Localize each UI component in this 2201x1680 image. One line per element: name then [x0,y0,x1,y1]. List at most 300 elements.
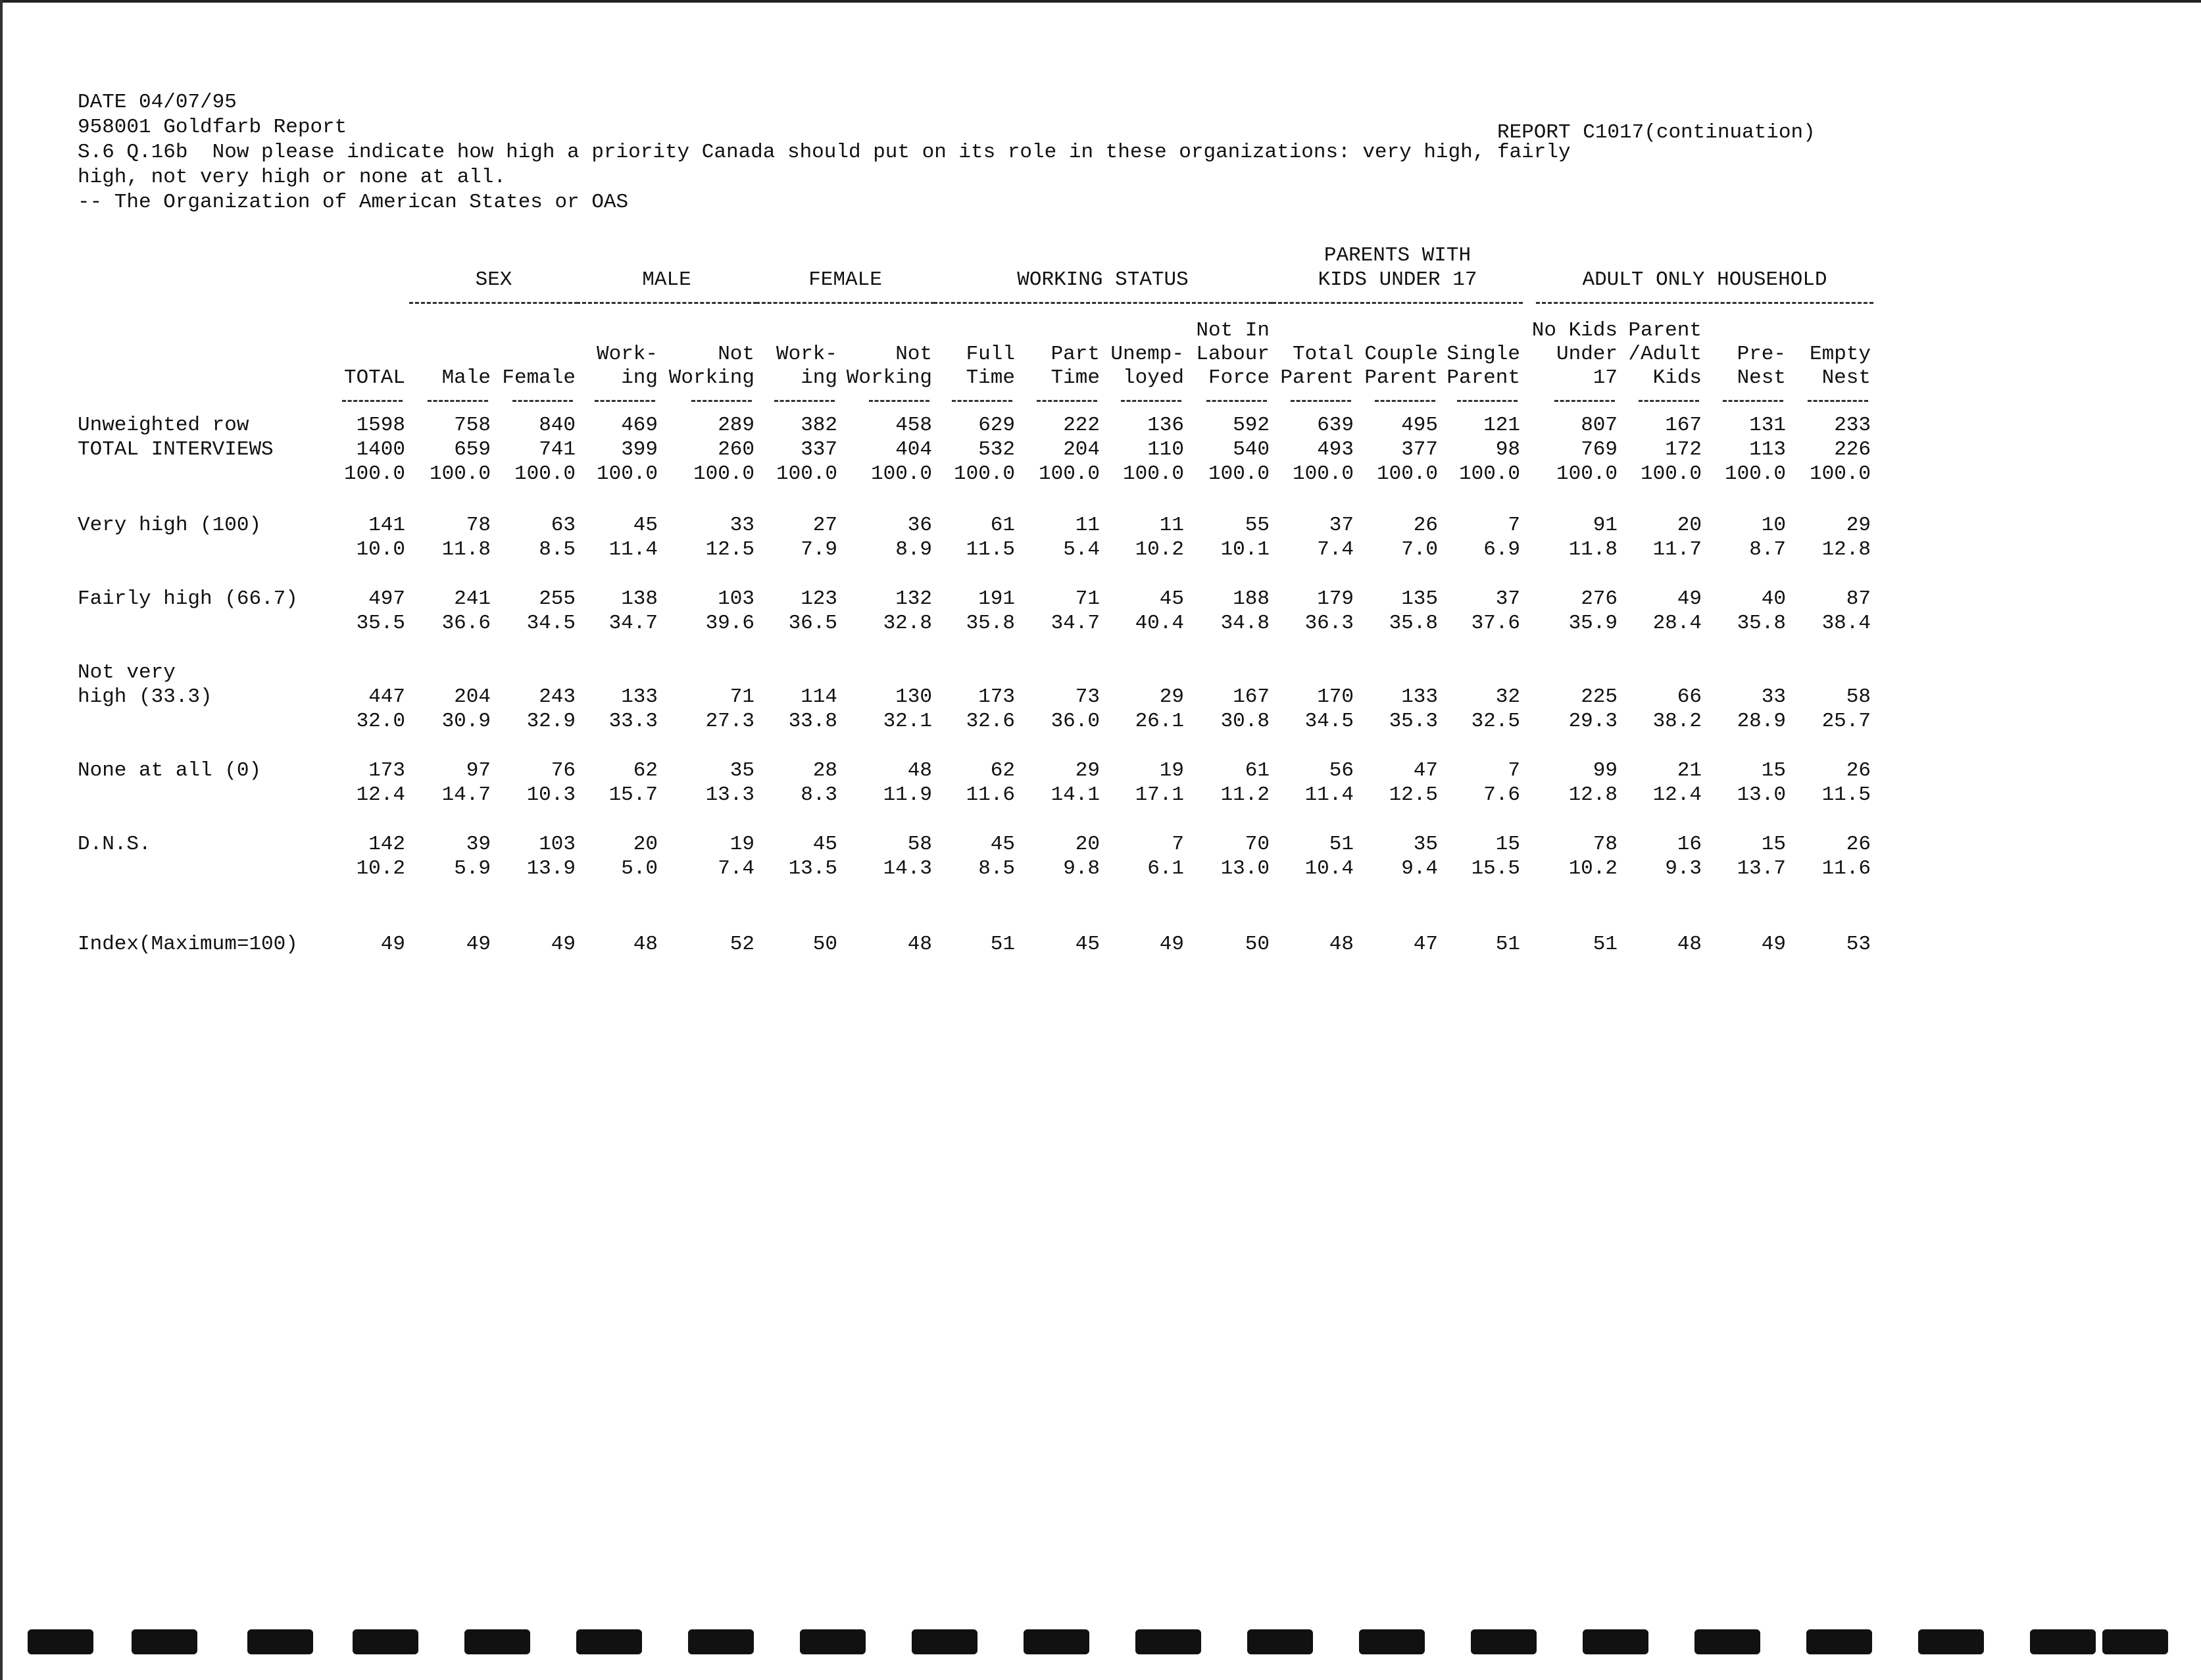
table-cell: 62 [633,759,658,782]
column-underline [1375,400,1435,402]
table-cell: 51 [1593,933,1618,956]
table-cell: 11.8 [441,538,491,561]
column-header-line-1: Not In [1196,319,1270,342]
scan-border-top [0,0,2201,3]
table-cell: 28.4 [1652,612,1702,635]
punch-hole [1918,1629,1984,1654]
column-header: loyed [1122,366,1184,389]
table-cell: 35.8 [1737,612,1786,635]
table-cell: 100.0 [1458,462,1520,485]
table-cell: 20 [633,833,658,856]
group-underline [576,302,757,304]
row-label: high (33.3) [78,685,212,708]
table-cell: 19 [730,833,754,856]
table-cell: 39.6 [705,612,754,635]
table-cell: 13.3 [705,783,754,806]
table-cell: 226 [1834,438,1871,461]
table-cell: 13.0 [1220,857,1270,880]
column-underline [342,400,403,402]
table-cell: 133 [1401,685,1438,708]
group-header: WORKING STATUS [1017,268,1189,291]
table-cell: 34.7 [608,612,658,635]
report-name: 958001 Goldfarb Report [78,116,347,139]
table-cell: 133 [621,685,658,708]
table-cell: 21 [1677,759,1702,782]
punch-hole [247,1629,313,1654]
table-cell: 136 [1147,414,1184,437]
table-cell: 49 [380,933,405,956]
table-cell: 458 [895,414,932,437]
table-cell: 12.4 [1652,783,1702,806]
punch-hole [688,1629,754,1654]
column-header-line-2: Not [895,343,932,366]
table-cell: 35.9 [1568,612,1618,635]
column-underline [1554,400,1615,402]
table-cell: 100.0 [1556,462,1618,485]
table-cell: 100.0 [953,462,1015,485]
table-cell: 204 [454,685,491,708]
table-cell: 142 [368,833,405,856]
table-cell: 71 [1075,587,1100,610]
table-cell: 12.5 [1389,783,1438,806]
table-cell: 225 [1581,685,1618,708]
table-cell: 62 [990,759,1015,782]
table-cell: 55 [1245,514,1270,537]
table-cell: 7.0 [1401,538,1438,561]
table-cell: 45 [990,833,1015,856]
table-cell: 20 [1075,833,1100,856]
table-cell: 141 [368,514,405,537]
column-header-line-2: Part [1051,343,1100,366]
column-header: TOTAL [343,366,405,389]
table-cell: 10.2 [1135,538,1184,561]
table-cell: 35.8 [1389,612,1438,635]
table-cell: 132 [895,587,932,610]
table-cell: 11 [1159,514,1184,537]
row-label-line-2: TOTAL INTERVIEWS [78,438,274,461]
table-cell: 130 [895,685,932,708]
table-cell: 100.0 [776,462,837,485]
column-header-line-1: No Kids [1531,319,1618,342]
table-cell: 35.3 [1389,710,1438,733]
table-cell: 40.4 [1135,612,1184,635]
punch-hole [800,1629,866,1654]
table-cell: 103 [539,833,576,856]
table-cell: 28 [812,759,837,782]
column-underline [1206,400,1267,402]
table-cell: 11.9 [883,783,932,806]
punch-hole [1135,1629,1201,1654]
column-header: Female [502,366,576,389]
punch-hole [464,1629,530,1654]
column-header: Male [441,366,491,389]
table-cell: 10.4 [1304,857,1354,880]
table-cell: 629 [978,414,1015,437]
table-cell: 121 [1483,414,1520,437]
table-cell: 243 [539,685,576,708]
table-cell: 1598 [356,414,405,437]
column-underline [691,400,752,402]
table-cell: 13.9 [526,857,576,880]
column-header: Working [668,366,754,389]
table-cell: 100.0 [693,462,754,485]
table-cell: 123 [801,587,837,610]
table-cell: 204 [1063,438,1100,461]
row-label: Very high (100) [78,514,262,537]
table-cell: 20 [1677,514,1702,537]
table-cell: 100.0 [514,462,576,485]
table-cell: 9.3 [1665,857,1702,880]
table-cell: 9.4 [1401,857,1438,880]
table-cell: 100.0 [870,462,932,485]
table-cell: 233 [1834,414,1871,437]
table-cell: 8.3 [801,783,837,806]
row-label: D.N.S. [78,833,151,856]
table-cell: 61 [990,514,1015,537]
table-cell: 13.0 [1737,783,1786,806]
table-cell: 33.8 [788,710,837,733]
report-id: REPORT C1017(continuation) [1497,121,1816,144]
table-cell: 9.8 [1063,857,1100,880]
column-header-line-2: Not [718,343,754,366]
table-cell: 110 [1147,438,1184,461]
group-header: ADULT ONLY HOUSEHOLD [1582,268,1827,291]
column-underline [1121,400,1181,402]
table-cell: 78 [1593,833,1618,856]
table-cell: 188 [1233,587,1270,610]
table-cell: 447 [368,685,405,708]
table-cell: 40 [1761,587,1786,610]
table-cell: 51 [1495,933,1520,956]
table-cell: 6.1 [1147,857,1184,880]
table-cell: 15 [1495,833,1520,856]
column-header-line-2: /Adult [1628,343,1702,366]
column-header-line-2: Pre- [1737,343,1786,366]
table-cell: 10.0 [356,538,405,561]
table-cell: 35 [1413,833,1438,856]
row-label: Fairly high (66.7) [78,587,298,610]
table-cell: 34.5 [526,612,576,635]
table-cell: 5.4 [1063,538,1100,561]
table-cell: 29 [1159,685,1184,708]
table-cell: 170 [1317,685,1354,708]
punch-hole [1471,1629,1537,1654]
column-underline [774,400,835,402]
punch-hole [1583,1629,1648,1654]
table-cell: 377 [1401,438,1438,461]
table-cell: 26.1 [1135,710,1184,733]
column-header: Parent [1447,366,1520,389]
table-cell: 8.5 [539,538,576,561]
table-cell: 91 [1593,514,1618,537]
table-cell: 138 [621,587,658,610]
table-cell: 48 [633,933,658,956]
table-cell: 48 [1677,933,1702,956]
table-cell: 16 [1677,833,1702,856]
table-cell: 173 [978,685,1015,708]
column-header-line-2: Labour [1196,343,1270,366]
table-cell: 13.7 [1737,857,1786,880]
column-header: Time [1051,366,1100,389]
table-cell: 32.1 [883,710,932,733]
table-cell: 10.3 [526,783,576,806]
table-cell: 11.2 [1220,783,1270,806]
table-cell: 172 [1665,438,1702,461]
table-cell: 35.8 [966,612,1015,635]
table-cell: 255 [539,587,576,610]
group-header-line-2: KIDS UNDER 17 [1318,268,1477,291]
table-cell: 7.4 [1317,538,1354,561]
table-cell: 289 [718,414,754,437]
column-header-line-2: Empty [1809,343,1871,366]
column-underline [1808,400,1868,402]
table-cell: 30.9 [441,710,491,733]
table-cell: 5.0 [621,857,658,880]
table-cell: 12.4 [356,783,405,806]
table-cell: 11.6 [1821,857,1871,880]
table-cell: 36 [907,514,932,537]
table-cell: 337 [801,438,837,461]
table-cell: 34.8 [1220,612,1270,635]
table-cell: 12.5 [705,538,754,561]
punch-hole [28,1629,93,1654]
table-cell: 167 [1233,685,1270,708]
column-header-line-2: Single [1447,343,1520,366]
table-cell: 100.0 [343,462,405,485]
table-cell: 404 [895,438,932,461]
column-header: Working [846,366,932,389]
table-cell: 49 [1159,933,1184,956]
punch-hole [2030,1629,2096,1654]
column-underline [512,400,573,402]
table-cell: 12.8 [1568,783,1618,806]
table-cell: 7 [1508,514,1520,537]
table-cell: 100.0 [1038,462,1100,485]
table-cell: 1400 [356,438,405,461]
column-header: 17 [1593,366,1618,389]
table-cell: 100.0 [1122,462,1184,485]
column-header: Time [966,366,1015,389]
table-cell: 35 [730,759,754,782]
table-cell: 45 [633,514,658,537]
table-cell: 11.6 [966,783,1015,806]
table-cell: 32.9 [526,710,576,733]
table-cell: 36.6 [441,612,491,635]
table-cell: 29.3 [1568,710,1618,733]
table-cell: 15.5 [1471,857,1520,880]
punch-hole [1359,1629,1425,1654]
table-cell: 29 [1846,514,1871,537]
table-cell: 76 [551,759,576,782]
table-cell: 26 [1846,833,1871,856]
table-cell: 10.1 [1220,538,1270,561]
table-cell: 100.0 [429,462,491,485]
table-cell: 51 [990,933,1015,956]
table-cell: 38.2 [1652,710,1702,733]
table-cell: 7.9 [801,538,837,561]
table-cell: 26 [1413,514,1438,537]
table-cell: 11.4 [1304,783,1354,806]
table-cell: 12.8 [1821,538,1871,561]
table-cell: 7 [1508,759,1520,782]
column-header-line-2: Under [1556,343,1618,366]
table-cell: 7.4 [718,857,754,880]
table-cell: 114 [801,685,837,708]
table-cell: 100.0 [1724,462,1786,485]
table-cell: 32.8 [883,612,932,635]
table-cell: 49 [466,933,491,956]
table-cell: 741 [539,438,576,461]
column-underline [1457,400,1518,402]
table-cell: 14.3 [883,857,932,880]
table-cell: 35.5 [356,612,405,635]
table-cell: 382 [801,414,837,437]
table-cell: 276 [1581,587,1618,610]
column-underline [952,400,1012,402]
punch-hole [1247,1629,1313,1654]
table-cell: 807 [1581,414,1618,437]
table-cell: 28.9 [1737,710,1786,733]
table-cell: 659 [454,438,491,461]
table-cell: 179 [1317,587,1354,610]
table-cell: 241 [454,587,491,610]
table-cell: 8.5 [978,857,1015,880]
table-cell: 36.0 [1051,710,1100,733]
group-header: PARENTS WITH [1323,244,1471,267]
table-cell: 45 [812,833,837,856]
punch-hole [132,1629,197,1654]
table-cell: 103 [718,587,754,610]
question-line-3: -- The Organization of American States or OAS [78,191,629,214]
table-cell: 8.7 [1749,538,1786,561]
punch-hole [2102,1629,2168,1654]
table-cell: 10 [1761,514,1786,537]
table-cell: 11.4 [608,538,658,561]
table-cell: 13.5 [788,857,837,880]
table-cell: 49 [551,933,576,956]
table-cell: 87 [1846,587,1871,610]
group-underline [409,302,578,304]
table-cell: 58 [907,833,932,856]
column-header: Kids [1652,366,1702,389]
scan-border-left [0,0,3,1680]
group-underline [933,302,1272,304]
table-cell: 11 [1075,514,1100,537]
column-header: ing [801,366,837,389]
column-underline [1723,400,1783,402]
table-cell: 58 [1846,685,1871,708]
table-cell: 497 [368,587,405,610]
table-cell: 532 [978,438,1015,461]
table-cell: 47 [1413,759,1438,782]
column-header: Force [1208,366,1270,389]
table-cell: 11.5 [1821,783,1871,806]
table-cell: 173 [368,759,405,782]
table-cell: 10.2 [1568,857,1618,880]
column-header-line-2: Unemp- [1110,343,1184,366]
table-cell: 8.9 [895,538,932,561]
table-cell: 45 [1075,933,1100,956]
table-cell: 27.3 [705,710,754,733]
table-cell: 11.5 [966,538,1015,561]
table-cell: 32.0 [356,710,405,733]
column-underline [428,400,488,402]
table-cell: 469 [621,414,658,437]
table-cell: 131 [1749,414,1786,437]
table-cell: 100.0 [1376,462,1438,485]
table-cell: 38.4 [1821,612,1871,635]
column-header: Parent [1280,366,1354,389]
table-cell: 47 [1413,933,1438,956]
table-cell: 493 [1317,438,1354,461]
row-label: Unweighted row [78,414,249,437]
group-underline [1536,302,1873,304]
table-cell: 540 [1233,438,1270,461]
table-cell: 5.9 [454,857,491,880]
table-cell: 495 [1401,414,1438,437]
table-cell: 66 [1677,685,1702,708]
group-header: SEX [475,268,512,291]
table-cell: 49 [1677,587,1702,610]
table-cell: 27 [812,514,837,537]
table-cell: 56 [1329,759,1354,782]
table-cell: 840 [539,414,576,437]
table-cell: 113 [1749,438,1786,461]
punch-hole [1024,1629,1089,1654]
group-underline [1272,302,1523,304]
table-cell: 29 [1075,759,1100,782]
column-header: Parent [1364,366,1438,389]
table-cell: 50 [812,933,837,956]
table-cell: 48 [907,933,932,956]
punch-hole [912,1629,977,1654]
table-cell: 36.3 [1304,612,1354,635]
table-cell: 37.6 [1471,612,1520,635]
column-header-line-2: Couple [1364,343,1438,366]
table-cell: 6.9 [1483,538,1520,561]
question-line-1: S.6 Q.16b Now please indicate how high a priority Canada should put on its role in these organizations: very high, fairly [78,141,1571,164]
table-cell: 15 [1761,759,1786,782]
table-cell: 32.5 [1471,710,1520,733]
row-label: None at all (0) [78,759,262,782]
column-underline [869,400,929,402]
table-cell: 37 [1495,587,1520,610]
table-cell: 167 [1665,414,1702,437]
table-cell: 36.5 [788,612,837,635]
column-header-line-2: Work- [776,343,837,366]
table-cell: 17.1 [1135,783,1184,806]
table-cell: 70 [1245,833,1270,856]
column-underline [1639,400,1699,402]
table-cell: 100.0 [1292,462,1354,485]
column-underline [1291,400,1351,402]
table-cell: 639 [1317,414,1354,437]
punch-hole [1694,1629,1760,1654]
table-cell: 399 [621,438,658,461]
table-cell: 592 [1233,414,1270,437]
table-cell: 34.7 [1051,612,1100,635]
table-cell: 100.0 [1640,462,1702,485]
table-cell: 14.7 [441,783,491,806]
table-cell: 33 [730,514,754,537]
table-cell: 25.7 [1821,710,1871,733]
table-cell: 34.5 [1304,710,1354,733]
column-header-line-1: Parent [1628,319,1702,342]
table-cell: 100.0 [1208,462,1270,485]
table-cell: 7 [1172,833,1184,856]
table-cell: 222 [1063,414,1100,437]
table-cell: 100.0 [596,462,658,485]
